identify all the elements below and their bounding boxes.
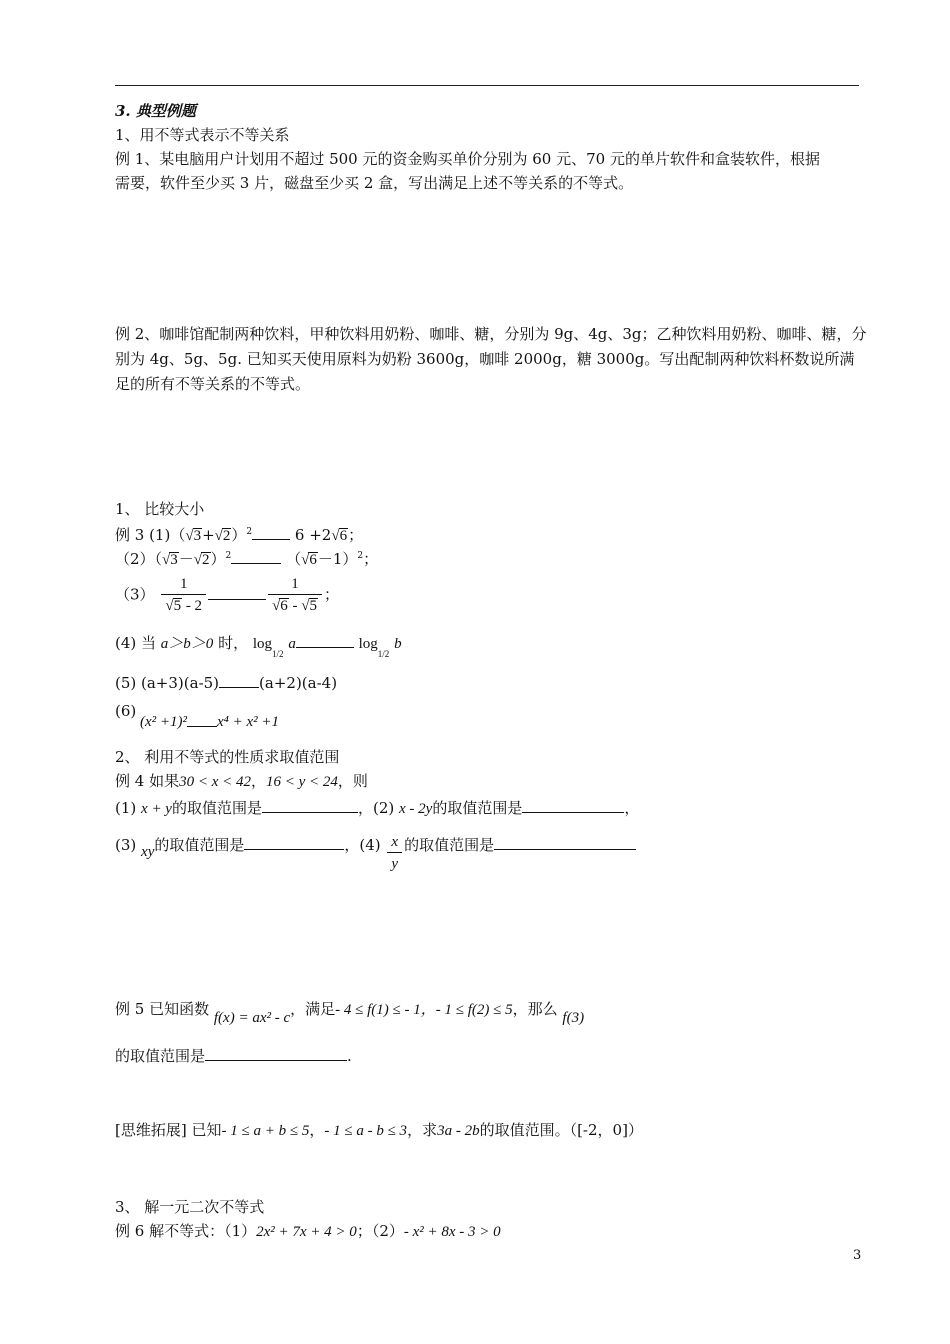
answer-blank[interactable] <box>244 834 344 850</box>
example4-q3-q4 <box>115 834 636 875</box>
semicolon: ； <box>324 585 340 604</box>
minus: - <box>288 598 302 614</box>
section2-heading: 1、 比较大小 <box>115 500 205 518</box>
exponent: 2 <box>357 551 364 561</box>
sqrt3: 3 <box>170 552 178 568</box>
example3-part1: 例 3 $(1)(√3+√2)^2$ 6 +2√6； <box>115 526 364 544</box>
ext-expr: 3a - 2b <box>437 1123 480 1139</box>
ex3-p5-lhs: (5) (a+3)(a-5) <box>115 674 220 692</box>
example3-part6-label: (6) <box>115 702 137 720</box>
example4-q1-q2 <box>115 797 639 820</box>
ext-label: [思维拓展] 已知 <box>115 1121 222 1139</box>
q4-label: ，(4) <box>344 836 381 854</box>
close-paren: ） <box>231 526 247 544</box>
thinking-extension <box>115 1119 643 1142</box>
sqrt2: 2 <box>222 528 231 544</box>
numerator: 1 <box>291 576 299 592</box>
section-title: 3. 典型例题 <box>115 102 196 120</box>
exponent: 2 <box>225 551 232 561</box>
ex3-p2-rhs: －1） <box>317 550 358 568</box>
answer-blank[interactable] <box>205 1045 347 1061</box>
q1-expr: x + y <box>141 801 172 817</box>
ex4-intro-text: 例 4 如果 <box>115 772 180 790</box>
sqrt2: 2 <box>202 552 210 568</box>
example5-line2 <box>115 1045 352 1067</box>
ex3-p3-label: （3） <box>115 585 155 604</box>
log-base: 1/2 <box>377 649 390 659</box>
sqrt5: 5 <box>173 598 182 614</box>
sqrt6: 6 <box>339 528 348 544</box>
log-2: log <box>358 636 378 652</box>
ex3-p6-lhs: (x² +1)² <box>140 714 188 730</box>
ex5-target: f(3) <box>562 1010 585 1026</box>
q3-label: (3) <box>115 836 137 854</box>
q3-expr: xy <box>141 844 155 860</box>
ex3-p4-label: (4) 当 <box>115 634 161 652</box>
q3-text: 的取值范围是 <box>154 836 245 854</box>
ext-cond1: - 1 ≤ a + b ≤ 5 <box>221 1123 310 1139</box>
example3-part5 <box>115 672 337 694</box>
var-b: b <box>394 636 402 652</box>
example2-line1: 例 2、咖啡馆配制两种饮料，甲种饮料用奶粉、咖啡、糖，分别为 9g、4g、3g；乙种饮料用奶粉、咖啡、糖，分 <box>115 325 867 343</box>
sqrt6: 6 <box>309 552 317 568</box>
ex6-ineq1: 2x² + 7x + 4 > 0 <box>256 1224 357 1240</box>
example6 <box>115 1220 501 1243</box>
q1-label: (1) <box>115 799 137 817</box>
ask-text: ，求 <box>407 1121 438 1139</box>
period: . <box>347 1047 352 1065</box>
ex3-p5-rhs: (a+2)(a-4) <box>259 674 338 692</box>
ext-cond2: - 1 ≤ a - b ≤ 3 <box>324 1123 408 1139</box>
section3-heading: 2、 利用不等式的性质求取值范围 <box>115 748 340 766</box>
ex5-function: f(x) = ax² - c <box>213 1010 291 1026</box>
ext-tail: 的取值范围。（[-2，0]） <box>479 1121 643 1139</box>
minus-sign: － <box>178 550 194 568</box>
ex3-p6-rhs: x⁴ + x² +1 <box>217 714 280 730</box>
log-1: log <box>252 636 273 652</box>
answer-blank[interactable] <box>296 632 354 648</box>
open-paren: （ <box>286 550 302 568</box>
satisfy-text: ，满足 <box>290 1000 336 1018</box>
ex3-p2-label: （2）（ <box>115 550 163 568</box>
denominator: √5 - 2 <box>161 594 206 617</box>
example4-intro <box>115 770 368 793</box>
answer-blank[interactable] <box>231 548 281 564</box>
section1-heading: 1、用不等式表示不等关系 <box>115 126 290 144</box>
comma: ， <box>251 772 267 790</box>
answer-blank[interactable] <box>219 672 259 688</box>
denominator: y <box>387 852 402 875</box>
example5-line1 <box>115 998 585 1026</box>
example1-line2: 需要，软件至少买 3 片，磁盘至少买 2 盒，写出满足上述不等关系的不等式。 <box>115 174 634 192</box>
answer-blank[interactable] <box>494 834 636 850</box>
page-number: 3 <box>853 1248 862 1263</box>
numerator: x <box>391 834 399 850</box>
q1-text: 的取值范围是 <box>171 799 262 817</box>
example2-line2: 别为 4g、5g、5g. 已知买天使用原料为奶粉 3600g，咖啡 2000g，糖 3000g。写出配制两种饮料杯数说所满 <box>115 350 855 368</box>
answer-blank[interactable] <box>252 524 290 540</box>
example3-part6 <box>140 710 279 733</box>
sqrt6: 6 <box>280 598 288 614</box>
then-text: ，那么 <box>512 1000 558 1018</box>
example2-line3: 足的所有不等关系的不等式。 <box>115 375 311 393</box>
ex3-p1-label: 例 3 (1)（ <box>115 526 186 544</box>
denominator: √6 - √5 <box>268 594 322 617</box>
comma: ， <box>624 799 640 817</box>
section4-heading: 3、 解一元二次不等式 <box>115 1198 265 1216</box>
example3-part3 <box>115 574 339 617</box>
fraction-2 <box>268 574 322 617</box>
ex6-ineq2: - x² + 8x - 3 > 0 <box>403 1224 501 1240</box>
header-rule <box>115 85 859 86</box>
numerator: 1 <box>179 576 188 592</box>
var-a: a <box>288 636 296 652</box>
log-base: 1/2 <box>272 649 284 659</box>
range-text: 的取值范围是 <box>115 1047 206 1065</box>
example3-part2: $(2)(√3-√2)^2$ $(√6-1)^2$； <box>115 550 379 568</box>
plus-sign: + <box>202 526 215 544</box>
semicolon: ； <box>348 526 364 544</box>
semicolon: ； <box>363 550 379 568</box>
q2-text: 的取值范围是 <box>432 799 523 817</box>
example1-line1: 例 1、某电脑用户计划用不超过 500 元的资金购买单价分别为 60 元、70 元的单片软件和盒装软件，根据 <box>115 150 820 168</box>
comma: ， <box>309 1121 325 1139</box>
answer-blank[interactable] <box>522 797 624 813</box>
separator: ；（2） <box>356 1222 404 1240</box>
ex6-intro: 例 6 解不等式：（1） <box>115 1222 257 1240</box>
ex4-cond1: 30 < x < 42 <box>179 774 251 790</box>
q4-text: 的取值范围是 <box>404 836 495 854</box>
answer-blank[interactable] <box>187 717 217 727</box>
answer-blank[interactable] <box>208 584 266 600</box>
when-text: 时， <box>213 634 249 652</box>
ex4-cond2: 16 < y < 24 <box>266 774 338 790</box>
exponent: 2 <box>246 527 253 537</box>
sqrt3: 3 <box>193 528 202 544</box>
q2-expr: x - 2y <box>399 801 433 817</box>
condition: a＞b＞0 <box>160 636 214 652</box>
ex5-condition: - 4 ≤ f(1) ≤ - 1，- 1 ≤ f(2) ≤ 5 <box>335 1002 513 1018</box>
example3-part4 <box>115 632 402 659</box>
q2-label: ，(2) <box>357 799 395 817</box>
ex3-p1-rhs: 6 +2 <box>294 526 332 544</box>
q4-fraction <box>387 832 402 875</box>
ex5-intro: 例 5 已知函数 <box>115 1000 210 1018</box>
close-paren: ） <box>210 550 226 568</box>
minus-two: - 2 <box>182 598 203 614</box>
fraction-1 <box>161 574 206 617</box>
then-text: ，则 <box>337 772 368 790</box>
sqrt5: 5 <box>309 598 318 614</box>
answer-blank[interactable] <box>262 797 358 813</box>
